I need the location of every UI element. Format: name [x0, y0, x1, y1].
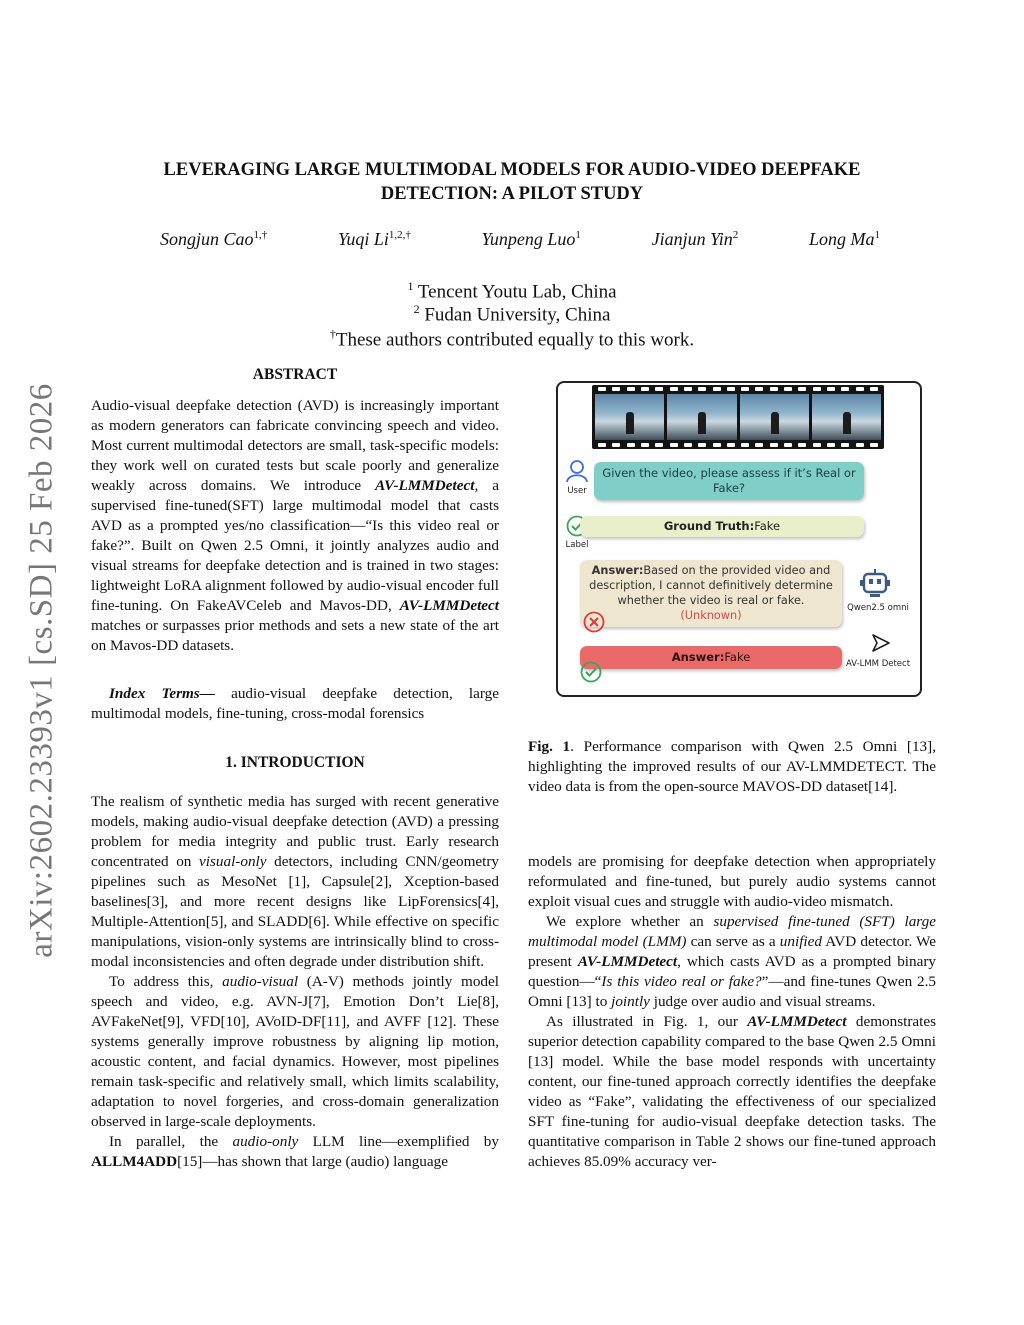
- video-frame: [740, 394, 809, 440]
- right-column-body: models are promising for deepfake detection when appropriately reformulated and fine-tuned, but purely audio systems cannot exploit visual cues and struggle with audio-video mismatch. We explore whether an supervised fine-tuned (SFT) large multimodal model (LMM) can serve as a unified AVD detector. We present AV-LMMDetect, which casts AVD as a prompted binary question—“Is this video real or fake?”—and fine-tunes Qwen 2.5 Omni [13] to jointly judge over audio and visual streams. As illustrated in Fig. 1, our AV-LMMDetect demonstrates superior detection capability compared to the base Qwen 2.5 Omni [13] model. While the base model responds with uncertainty content, our fine-tuned approach correctly identifies the deepfake video as “Fake”, validating the effectiveness of our specialized SFT fine-tuning for audio-visual deepfake detection tasks. The quantitative comparison in Table 2 shows our fine-tuned approach achieves 85.09% accuracy ver-: [528, 853, 937, 1170]
- title-line-1: LEVERAGING LARGE MULTIMODAL MODELS FOR AUDIO-VIDEO DEEPFAKE: [163, 160, 861, 180]
- user-prompt-bubble: Given the video, please assess if it’s Real or Fake?: [594, 462, 864, 500]
- figure-caption: Fig. 1. Performance comparison with Qwen 2.5 Omni [13], highlighting the improved results of our AV-LMMDETECT. The video data is from the open-source MAVOS-DD dataset[14].: [528, 738, 936, 795]
- video-frame: [667, 394, 736, 440]
- abstract-heading: ABSTRACT: [252, 366, 338, 383]
- label-label: Label: [565, 540, 589, 550]
- send-arrow-icon: [870, 632, 892, 654]
- check-icon: [580, 661, 602, 683]
- arxiv-sidebar: [12, 360, 72, 980]
- index-terms: Index Terms— audio-visual deepfake detection, large multimodal models, fine-tuning, cross-modal forensics: [91, 685, 499, 722]
- title-line-2: DETECTION: A PILOT STUDY: [380, 184, 644, 204]
- author: Jianjun Yin$^2$: [651, 229, 739, 249]
- video-frame: [595, 394, 664, 440]
- qwen-answer-bubble: Answer:Based on the provided video and description, I cannot definitively determine whether the video is real or fake. (Unknown): [580, 560, 842, 627]
- paper-title: [0, 158, 1024, 206]
- author: Yunpeng Luo$^1$: [481, 229, 581, 249]
- section-heading-introduction: 1. INTRODUCTION: [225, 754, 365, 771]
- abstract-body: Audio-visual deepfake detection (AVD) is increasingly important as modern generators can fabricate convincing speech and video. Most current multimodal detectors are small, task-specific models: they work well on curated tests but scale poorly and generalize weakly across domains. We introduce AV-LMMDetect, a supervised fine-tuned(SFT) large multimodal model that casts AVD as a prompted yes/no classification—“Is this video real or fake?”. Built on Qwen 2.5 Omni, it jointly analyzes audio and visual streams for deepfake detection and is trained in two stages: lightweight LoRA alignment followed by audio-visual encoder full fine-tuning. On FakeAVCeleb and Mavos-DD, AV-LMMDetect matches or surpasses prior methods and sets a new state of the art on Mavos-DD datasets.: [91, 397, 500, 654]
- equal-contribution-note: †These authors contributed equally to this work.: [329, 327, 695, 351]
- user-label: User: [567, 486, 587, 496]
- figure-1: [556, 381, 922, 697]
- ours-label: AV-LMM Detect: [845, 659, 911, 669]
- author-list: [160, 229, 880, 250]
- cross-icon: [583, 611, 605, 633]
- robot-icon: [858, 568, 892, 600]
- intro-body: The realism of synthetic media has surged with recent generative models, making audio-visual deepfake detection (AVD) a pressing problem for media integrity and public trust. Early research concentrated on visual-only detectors, including CNN/geometry pipelines such as MesoNet [1], Capsule[2], Xception-based baselines[3], and more recent designs like LipForensics[4], Multiple-Attention[5], and SLADD[6]. While effective on specific manipulations, vision-only systems are intrinsically blind to cross-modal inconsistencies and often degrade under distribution shift. To address this, audio-visual (A-V) methods jointly model speech and video, e.g. AVN-J[7], Emotion Don’t Lie[8], AVFakeNet[9], VFD[10], AVoID-DF[11], and AVFF [12]. These systems generally improve robustness by aligning lip motion, acoustic content, and facial dynamics. However, most pipelines remain task-specific and relatively small, which limits scalability, adaptation to novel forgeries, and cross-domain generalization observed in large-scale deployments. In parallel, the audio-only LLM line—exemplified by ALLM4ADD[15]—has shown that large (audio) language: [91, 793, 499, 1170]
- arxiv-id: arXiv:2602.23393v1 [cs.SD] 25 Feb 2026: [23, 382, 60, 958]
- ground-truth-bubble: Ground Truth:Fake: [580, 516, 864, 537]
- affiliation-1: $^1$ Tencent Youtu Lab, China: [407, 279, 617, 303]
- author: Songjun Cao$^{1,\dagger}$: [160, 229, 268, 249]
- author: Yuqi $Li^{1,2,\dagger}$: [337, 229, 411, 249]
- user-icon: [566, 459, 588, 483]
- unknown-tag: (Unknown): [680, 609, 742, 622]
- author: Long Ma$^1$: [808, 229, 880, 249]
- ours-answer-bubble: Answer:Fake: [580, 646, 842, 669]
- video-frame: [812, 394, 881, 440]
- affiliation-2: $^2$ Fudan University, China: [413, 302, 611, 326]
- video-filmstrip: [592, 385, 884, 449]
- qwen-label: Qwen2.5 omni: [847, 603, 909, 613]
